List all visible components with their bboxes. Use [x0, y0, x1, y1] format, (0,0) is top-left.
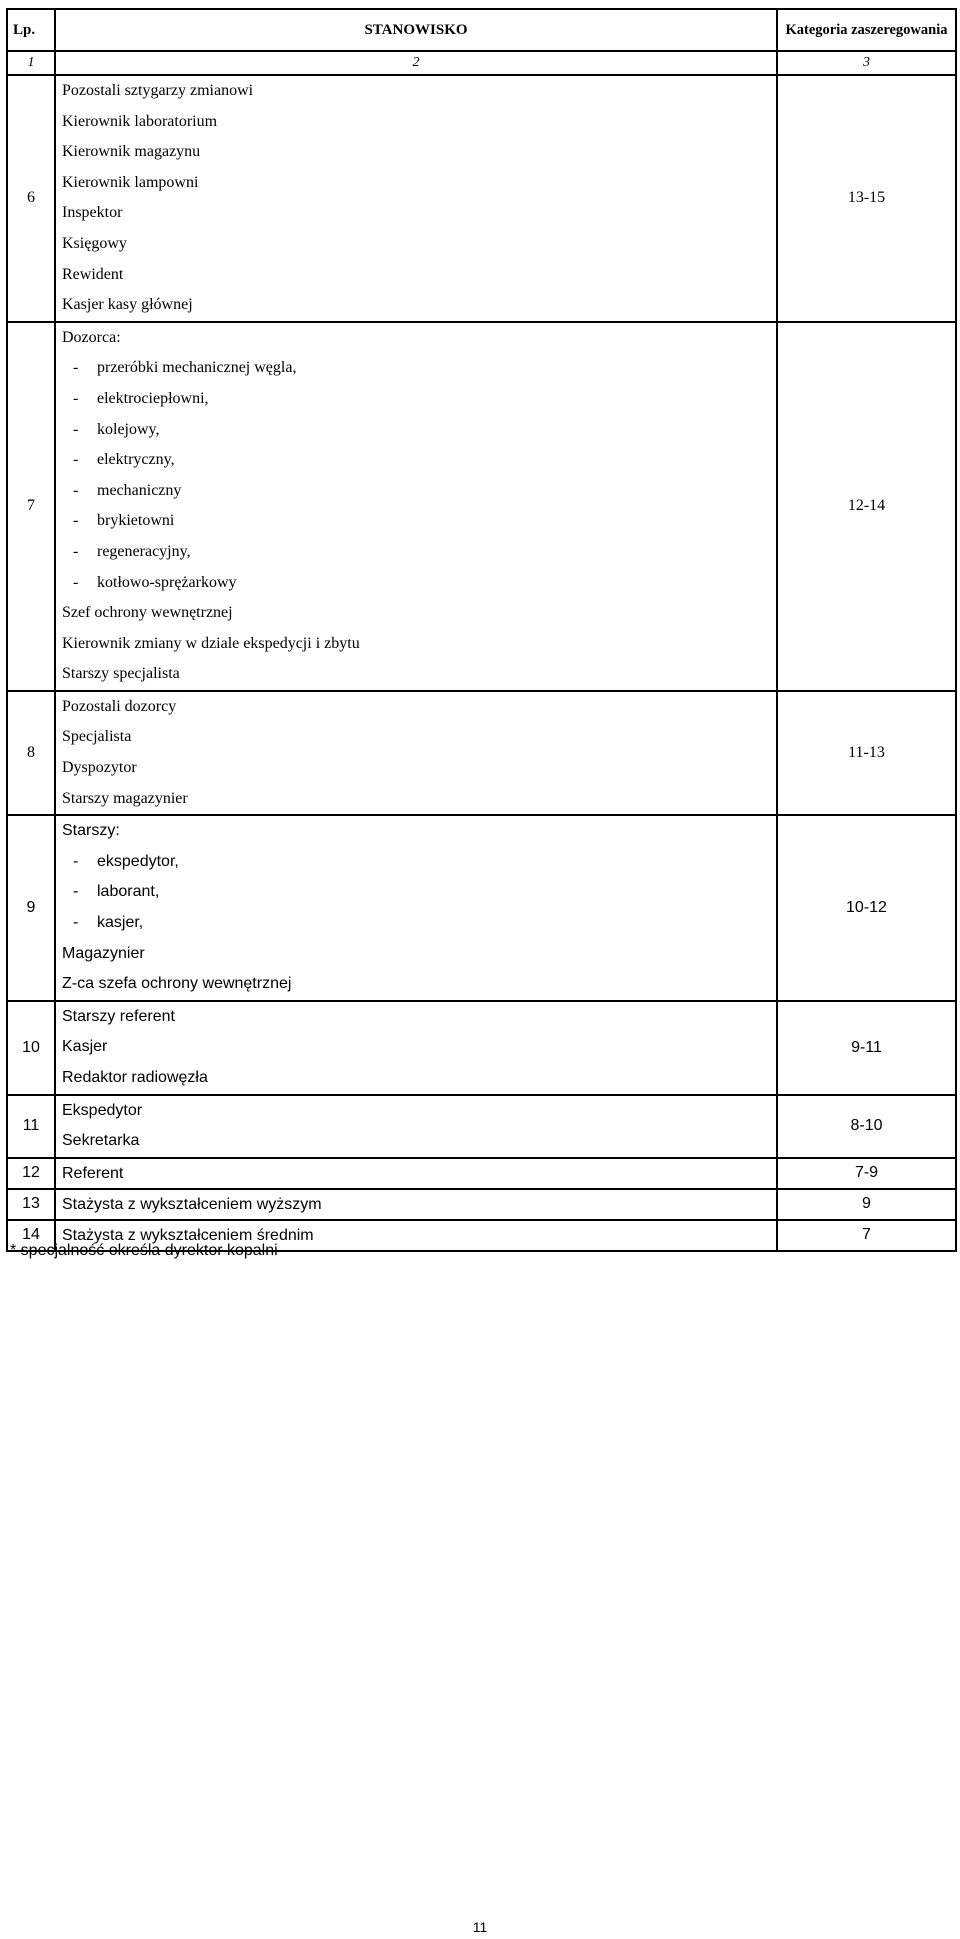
footnote: * specjalność określa dyrektor kopalni [10, 1242, 278, 1259]
position-item [56, 1063, 776, 1094]
position-item [56, 598, 776, 629]
table-row [7, 322, 956, 691]
position-item [56, 692, 776, 723]
position-item [56, 568, 776, 599]
position-item [56, 847, 776, 878]
position-label: Kierownik lampowni [62, 173, 199, 191]
dash-marker: - [73, 420, 79, 438]
position-item [56, 229, 776, 260]
position-list [55, 1158, 777, 1189]
position-label: Magazynier [62, 944, 145, 962]
dash-marker: - [73, 542, 79, 560]
position-label: elektrociepłowni, [97, 389, 209, 407]
position-item [56, 137, 776, 168]
position-label: Z-ca szefa ochrony wewnętrznej [62, 975, 292, 993]
position-label: ekspedytor, [97, 852, 179, 870]
position-label: kolejowy, [97, 420, 160, 438]
row-number: 13 [7, 1189, 55, 1220]
position-list [55, 1001, 777, 1095]
category-range: 8-10 [777, 1095, 956, 1158]
category-range: 10-12 [777, 815, 956, 1001]
row-number: 8 [7, 691, 55, 815]
position-list [55, 75, 777, 322]
position-item [56, 506, 776, 537]
position-item [56, 784, 776, 815]
row-number: 6 [7, 75, 55, 322]
position-item [56, 1002, 776, 1033]
position-label: Inspektor [62, 204, 123, 222]
table-row [7, 1158, 956, 1189]
row-number: 9 [7, 815, 55, 1001]
page-number: 11 [472, 1919, 488, 1935]
position-label: regeneracyjny, [97, 542, 191, 560]
position-label: Starszy specjalista [62, 665, 180, 683]
position-label: Starszy: [62, 822, 120, 840]
table-row [7, 1095, 956, 1158]
position-label: Starszy magazynier [62, 789, 188, 807]
position-item [56, 476, 776, 507]
position-label: Kierownik zmiany w dziale ekspedycji i zbytu [62, 634, 360, 652]
position-item [56, 877, 776, 908]
row-number: 12 [7, 1158, 55, 1189]
position-label: Szef ochrony wewnętrznej [62, 604, 233, 622]
table-row [7, 691, 956, 815]
table-row [7, 75, 956, 322]
position-item [56, 629, 776, 660]
category-range: 11-13 [777, 691, 956, 815]
category-range: 12-14 [777, 322, 956, 691]
table-row [7, 1001, 956, 1095]
position-label: brykietowni [97, 512, 175, 530]
position-item [56, 323, 776, 354]
dash-marker: - [73, 883, 79, 901]
position-item [56, 168, 776, 199]
position-item [56, 939, 776, 970]
dash-marker: - [73, 512, 79, 530]
position-item [56, 908, 776, 939]
dash-marker: - [73, 389, 79, 407]
position-list [55, 1189, 777, 1220]
position-item [56, 107, 776, 138]
position-label: Sekretarka [62, 1132, 140, 1150]
header-stanowisko: STANOWISKO [55, 9, 777, 51]
column-number-1: 1 [7, 51, 55, 75]
row-number: 14 [7, 1220, 55, 1251]
position-label: Stażysta z wykształceniem średnim [62, 1226, 314, 1244]
table-row [7, 1189, 956, 1220]
table-row [7, 815, 956, 1001]
column-number-row [7, 51, 956, 75]
position-item [56, 260, 776, 291]
position-item [56, 76, 776, 107]
position-label: Ekspedytor [62, 1101, 143, 1119]
position-label: elektryczny, [97, 451, 175, 469]
category-range: 13-15 [777, 75, 956, 322]
position-label: Kierownik laboratorium [62, 112, 218, 130]
category-range: 7 [777, 1220, 956, 1251]
row-number: 10 [7, 1001, 55, 1095]
position-label: Stażysta z wykształceniem wyższym [62, 1195, 322, 1213]
position-label: Starszy referent [62, 1007, 175, 1025]
dash-marker: - [73, 914, 79, 932]
position-item [56, 1032, 776, 1063]
position-label: Kasjer [62, 1038, 108, 1056]
position-list [55, 322, 777, 691]
dash-marker: - [73, 451, 79, 469]
position-label: Kierownik magazynu [62, 143, 201, 161]
position-item [56, 659, 776, 690]
position-label: Kasjer kasy głównej [62, 296, 193, 314]
position-label: Redaktor radiowęzła [62, 1069, 208, 1086]
position-item [56, 816, 776, 847]
position-item [56, 415, 776, 446]
row-number: 11 [7, 1095, 55, 1158]
position-label: mechaniczny [97, 481, 182, 499]
category-range: 9 [777, 1189, 956, 1220]
position-label: Rewident [62, 265, 124, 283]
column-number-2: 2 [55, 51, 777, 75]
position-item [56, 384, 776, 415]
category-range: 9-11 [777, 1001, 956, 1095]
position-item [56, 353, 776, 384]
position-item [56, 1126, 776, 1157]
position-item [56, 969, 776, 1000]
dash-marker: - [73, 481, 79, 499]
header-lp: Lp. [7, 9, 55, 51]
position-list [55, 1095, 777, 1158]
table-header-row [7, 9, 956, 51]
position-item [56, 722, 776, 753]
position-list [55, 815, 777, 1001]
dash-marker: - [73, 852, 79, 870]
position-item [56, 537, 776, 568]
positions-table [6, 8, 957, 1252]
position-item [56, 198, 776, 229]
position-label: Referent [62, 1164, 124, 1182]
position-label: Księgowy [62, 234, 127, 252]
position-label: kotłowo-sprężarkowy [97, 573, 237, 591]
header-kategoria: Kategoria zaszeregowania [777, 9, 956, 51]
position-item [56, 753, 776, 784]
position-item [56, 1096, 776, 1127]
position-label: Dyspozytor [62, 759, 137, 777]
column-number-3: 3 [777, 51, 956, 75]
position-label: laborant, [97, 883, 160, 901]
position-label: kasjer, [97, 914, 144, 932]
position-label: przeróbki mechanicznej węgla, [97, 359, 297, 377]
dash-marker: - [73, 573, 79, 591]
dash-marker: - [73, 359, 79, 377]
position-item [56, 290, 776, 321]
category-range: 7-9 [777, 1158, 956, 1189]
position-list [55, 691, 777, 815]
row-number: 7 [7, 322, 55, 691]
position-label: Pozostali sztygarzy zmianowi [62, 82, 254, 99]
position-item [56, 445, 776, 476]
position-label: Dozorca: [62, 328, 121, 346]
position-label: Pozostali dozorcy [62, 697, 177, 715]
position-label: Specjalista [62, 728, 132, 746]
